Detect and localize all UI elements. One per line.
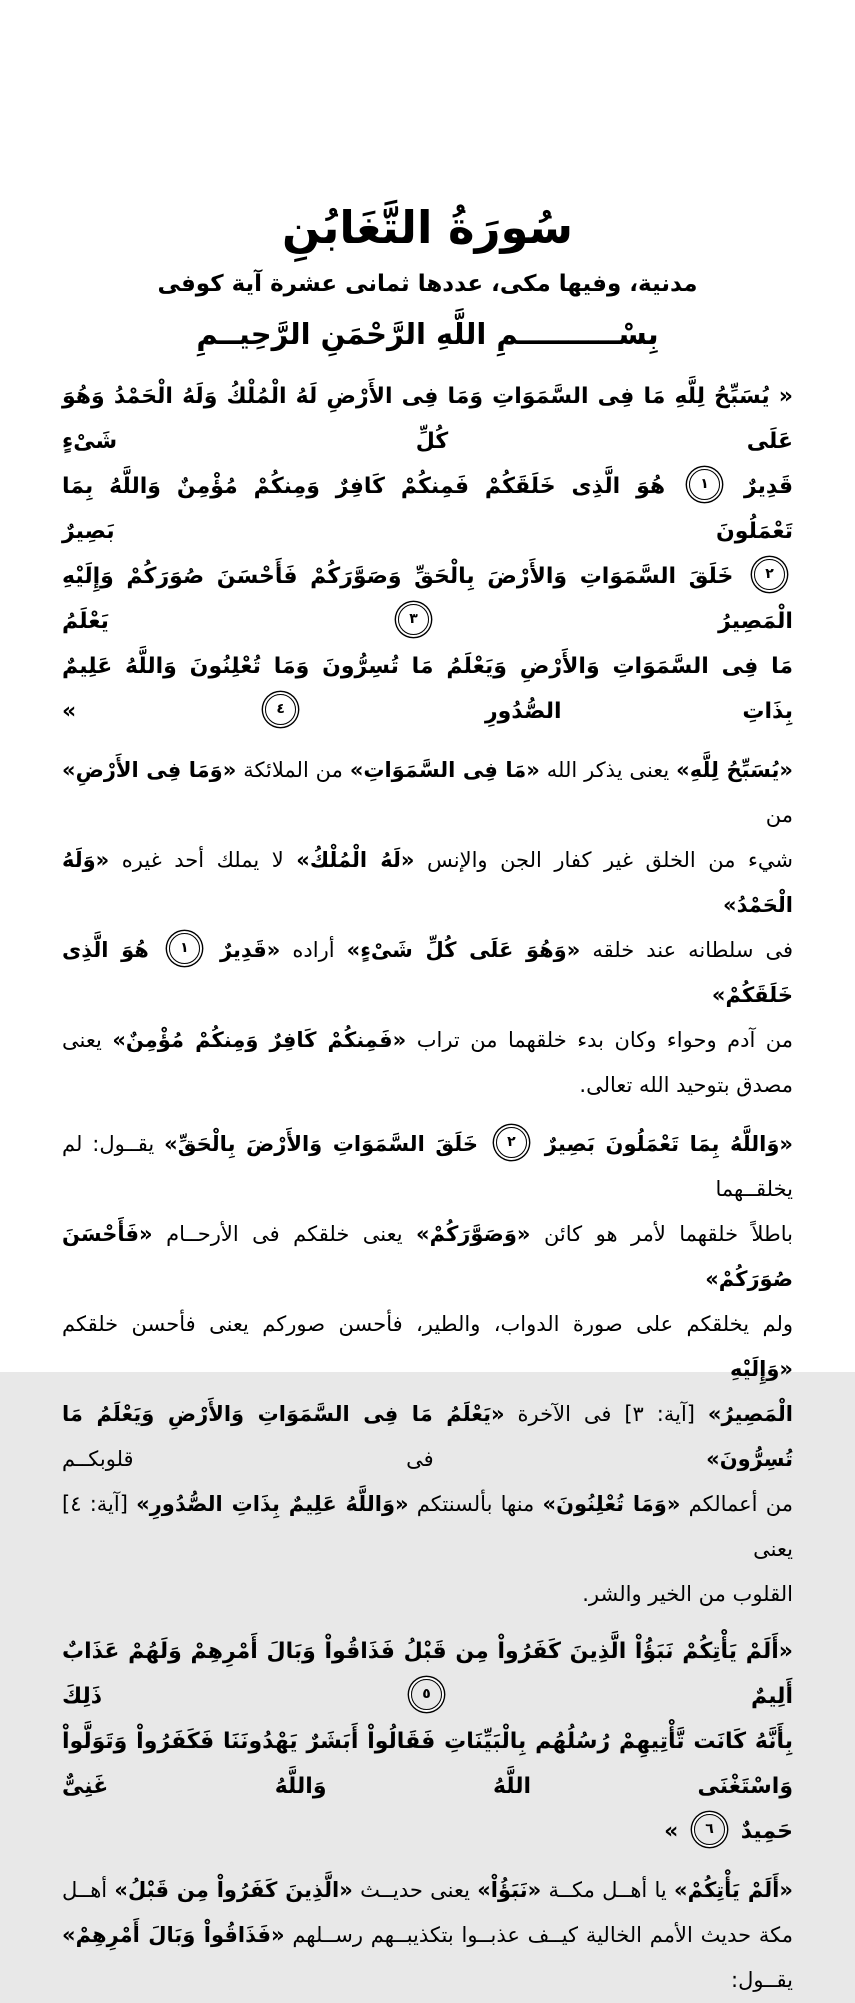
quran-line <box>62 554 793 644</box>
ayah-number-medallion: ٢ <box>496 1127 527 1158</box>
commentary-text-segment: ولم يخلقكم على صورة الدواب، والطير، فأحسن صوركم يعنى فأحسن خلقكم <box>62 1312 793 1336</box>
quran-quote-segment: خَلَقَ السَّمَوَاتِ وَالأَرْضَ بِالْحَقِّ» <box>164 1132 478 1156</box>
tafsir-line <box>62 838 793 928</box>
ayah-number-medallion: ٥ <box>411 1679 442 1710</box>
commentary-text-segment: لا يملك أحد غيره <box>121 848 284 872</box>
quran-quote-segment: «وَإِلَيْهِ <box>729 1357 793 1381</box>
commentary-text-segment: من آدم وحواء وكان بدء خلقهما من تراب <box>416 1028 794 1052</box>
commentary-text-segment: منها بألسنتكم <box>416 1492 535 1516</box>
verse-text: «أَلَمْ يَأْتِكُمْ نَبَؤُاْ الَّذِينَ كَفَرُواْ مِن قَبْلُ فَذَاقُواْ وَبَالَ أَمْرِهِمْ وَلَهُمْ عَذَابٌ أَلِيمٌ <box>62 1639 793 1709</box>
verse-text: حَمِيدٌ <box>740 1819 793 1844</box>
tafsir-line <box>62 1122 793 1212</box>
commentary-text-segment: يعنى حديــث <box>360 1878 470 1902</box>
surah-title: سُورَةُ التَّغَابُنِ <box>282 201 573 254</box>
quran-quote-segment: «فَذَاقُواْ وَبَالَ أَمْرِهِمْ» <box>62 1923 285 1947</box>
tafsir-line <box>62 1868 793 1913</box>
tafsir-paragraph-3 <box>62 1868 793 2003</box>
tafsir-line <box>62 748 793 838</box>
quran-line <box>62 1719 793 1809</box>
tafsir-line: مصدق بتوحيد الله تعالى. <box>579 1073 793 1097</box>
quran-quote-segment: «وَمَا تُعْلِنُونَ» <box>542 1492 681 1516</box>
commentary-text-segment: فى قلوبكــم <box>62 1447 434 1471</box>
commentary-text-segment: يقــول: <box>731 1968 793 1992</box>
commentary-text-segment: أهــل <box>62 1878 108 1902</box>
ayah-number-medallion: ٤ <box>265 694 296 725</box>
tafsir-paragraph-2 <box>62 1122 793 1617</box>
quran-quote-segment: «مَا فِى السَّمَوَاتِ» <box>349 758 540 782</box>
quran-quote-segment: «وَصَوَّرَكُمْ» <box>416 1222 531 1246</box>
quran-line <box>62 1629 793 1719</box>
quran-quote-segment: «لَهُ الْمُلْكُ» <box>296 848 415 872</box>
tafsir-line <box>62 928 793 1018</box>
quran-quote-segment: «وَلَهُ الْحَمْدُ» <box>62 848 793 917</box>
commentary-text-segment: شيء من الخلق غير كفار الجن والإنس <box>426 848 793 872</box>
ayah-number-medallion: ٢ <box>754 559 785 590</box>
quran-line <box>62 464 793 554</box>
quran-quote-segment: «فَأَحْسَنَ صُوَرَكُمْ» <box>62 1222 793 1291</box>
tafsir-line <box>62 1212 793 1302</box>
quran-quote-segment: «فَمِنكُمْ كَافِرٌ وَمِنكُمْ مُؤْمِنٌ» <box>112 1028 407 1052</box>
quran-line <box>62 644 793 734</box>
commentary-text-segment: من أعمالكم <box>688 1492 793 1516</box>
commentary-text-segment: من <box>765 803 793 827</box>
tafsir-line <box>62 1018 793 1063</box>
commentary-text-segment: [آية: ٤] يعنى <box>62 1492 793 1561</box>
quran-verse-block-2 <box>62 1629 793 1854</box>
tafsir-paragraph-1 <box>62 748 793 1108</box>
ayah-number-medallion: ١ <box>689 469 720 500</box>
commentary-text-segment: يا أهــل مكــة <box>548 1878 667 1902</box>
commentary-text-segment: يعنى <box>62 1028 102 1052</box>
ayah-number-medallion: ١ <box>169 933 200 964</box>
quran-quote-segment: «يُسَبِّحُ لِلَّهِ» <box>676 758 793 782</box>
commentary-text-segment: من الملائكة <box>243 758 343 782</box>
verse-text: هُوَ الَّذِى خَلَقَكُمْ فَمِنكُمْ كَافِرٌ وَمِنكُمْ مُؤْمِنٌ وَاللَّهُ بِمَا تَعْمَلُونَ بَصِيرٌ <box>62 474 793 544</box>
verse-text: خَلَقَ السَّمَوَاتِ وَالأَرْضَ بِالْحَقِّ وَصَوَّرَكُمْ فَأَحْسَنَ صُوَرَكُمْ وَإِلَيْهِ الْمَصِيرُ <box>62 564 793 634</box>
commentary-text-segment: مكة حديث الأمم الخالية كيــف عذبــوا بتكذيبــهم رســلهم <box>292 1923 793 1947</box>
commentary-text-segment: فى سلطانه عند خلقه <box>592 938 793 962</box>
tafsir-line: القلوب من الخير والشر. <box>582 1582 793 1606</box>
verse-text: قَدِيرٌ <box>743 474 793 499</box>
quote-close-ornament: » <box>62 699 77 724</box>
quran-quote-segment: «الَّذِينَ كَفَرُواْ مِن قَبْلُ» <box>114 1878 353 1902</box>
ayah-number-medallion: ٦ <box>694 1814 725 1845</box>
commentary-text-segment: يعنى يذكر الله <box>546 758 670 782</box>
tafsir-line <box>62 1302 793 1392</box>
quran-verse-block-1 <box>62 374 793 734</box>
tafsir-line <box>62 1482 793 1572</box>
verse-text: يَعْلَمُ <box>62 609 109 634</box>
quran-quote-segment: «أَلَمْ يَأْتِكُمْ» <box>674 1878 793 1902</box>
basmala: بِسْــــــــــمِ اللَّهِ الرَّحْمَنِ الرَّحِيــمِ <box>196 317 659 351</box>
quran-quote-segment: الْمَصِيرُ» <box>707 1402 793 1426</box>
quran-quote-segment: «وَمَا فِى الأَرْضِ» <box>62 758 237 782</box>
quran-quote-segment: «وَاللَّهُ بِمَا تَعْمَلُونَ بَصِيرٌ <box>544 1132 793 1156</box>
quran-quote-segment: «نَبَؤُاْ» <box>477 1878 542 1902</box>
quran-quote-segment: «قَدِيرٌ <box>219 938 281 962</box>
quote-close-ornament: » <box>664 1819 679 1844</box>
commentary-text-segment: يعنى خلقكم فى الأرحــام <box>166 1222 403 1246</box>
verse-text: بِأَنَّهُ كَانَت تَّأْتِيهِمْ رُسُلُهُم بِالْبَيِّنَاتِ فَقَالُواْ أَبَشَرٌ يَهْدُونَنَا فَكَفَرُواْ وَتَوَلَّواْ وَاسْتَغْنَى اللَّهُ وَاللَّهُ غَنِىٌّ <box>62 1729 793 1799</box>
surah-subtitle: مدنية، وفيها مكى، عددها ثمانى عشرة آية كوفى <box>157 271 698 297</box>
commentary-text-segment: يقــول: لم يخلقــهما <box>62 1132 793 1201</box>
tafsir-line <box>62 1913 793 2003</box>
quran-quote-segment: هُوَ الَّذِى خَلَقَكُمْ» <box>62 938 793 1007</box>
commentary-text-segment: أراده <box>292 938 335 962</box>
quran-quote-segment: «وَهُوَ عَلَى كُلِّ شَىْءٍ» <box>346 938 581 962</box>
verse-text: مَا فِى السَّمَوَاتِ وَالأَرْضِ وَيَعْلَمُ مَا تُسِرُّونَ وَمَا تُعْلِنُونَ وَاللَّهُ عَلِيمٌ بِذَاتِ الصُّدُورِ <box>62 654 793 724</box>
verse-text: « يُسَبِّحُ لِلَّهِ مَا فِى السَّمَوَاتِ وَمَا فِى الأَرْضِ لَهُ الْمُلْكُ وَلَهُ الْحَمْدُ وَهُوَ عَلَى كُلِّ شَىْءٍ <box>62 384 793 454</box>
verse-text: ذَلِكَ <box>62 1684 103 1709</box>
quran-quote-segment: «يَعْلَمُ مَا فِى السَّمَوَاتِ وَالأَرْضِ وَيَعْلَمُ مَا تُسِرُّونَ» <box>62 1402 793 1471</box>
commentary-text-segment: [آية: ٣] فى الآخرة <box>517 1402 695 1426</box>
ayah-number-medallion: ٣ <box>398 604 429 635</box>
quran-line <box>62 374 793 464</box>
commentary-text-segment: باطلاً خلقهما لأمر هو كائن <box>543 1222 793 1246</box>
quran-quote-segment: «وَاللَّهُ عَلِيمٌ بِذَاتِ الصُّدُورِ» <box>136 1492 409 1516</box>
tafsir-line <box>62 1392 793 1482</box>
quran-line <box>62 1809 793 1854</box>
page-content <box>62 0 793 2003</box>
